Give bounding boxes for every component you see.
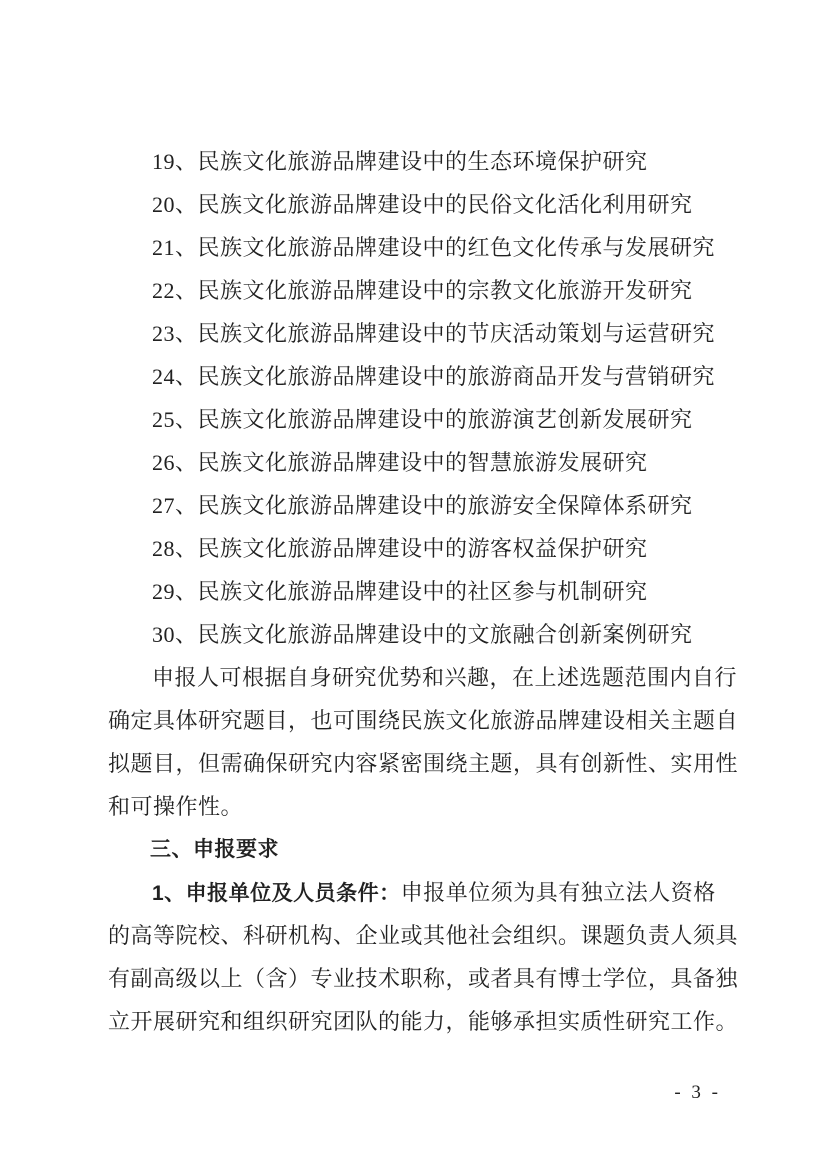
note-paragraph-line-1: 申报人可根据自身研究优势和兴趣，在上述选题范围内自行 — [152, 665, 738, 690]
topic-list-item-27: 27、民族文化旅游品牌建设中的旅游安全保障体系研究 — [152, 493, 693, 518]
topic-list-item-26: 26、民族文化旅游品牌建设中的智慧旅游发展研究 — [152, 450, 648, 475]
topic-list-item-28: 28、民族文化旅游品牌建设中的游客权益保护研究 — [152, 536, 648, 561]
topic-list-item-24: 24、民族文化旅游品牌建设中的旅游商品开发与营销研究 — [152, 364, 716, 389]
topic-list-item-21: 21、民族文化旅游品牌建设中的红色文化传承与发展研究 — [152, 235, 716, 260]
topic-list-item-29: 29、民族文化旅游品牌建设中的社区参与机制研究 — [152, 579, 648, 604]
page-number: - 3 - — [674, 1082, 721, 1103]
topic-list-item-19: 19、民族文化旅游品牌建设中的生态环境保护研究 — [152, 149, 648, 174]
topic-list-item-30: 30、民族文化旅游品牌建设中的文旅融合创新案例研究 — [152, 622, 693, 647]
topic-list-item-25: 25、民族文化旅游品牌建设中的旅游演艺创新发展研究 — [152, 407, 693, 432]
note-paragraph-line-3: 拟题目，但需确保研究内容紧密围绕主题，具有创新性、实用性 — [108, 751, 739, 776]
requirement-1-lead: 1、申报单位及人员条件： — [152, 882, 401, 905]
topic-list-item-22: 22、民族文化旅游品牌建设中的宗教文化旅游开发研究 — [152, 278, 693, 303]
requirement-1-line-3: 有副高级以上（含）专业技术职称，或者具有博士学位，具备独 — [108, 966, 739, 991]
section-heading: 三、申报要求 — [150, 838, 279, 861]
requirement-1-line-1-rest: 申报单位须为具有独立法人资格 — [400, 880, 716, 905]
requirement-1-line-4: 立开展研究和组织研究团队的能力，能够承担实质性研究工作。 — [108, 1009, 739, 1034]
document-body — [108, 140, 739, 1043]
topic-list-item-23: 23、民族文化旅游品牌建设中的节庆活动策划与运营研究 — [152, 321, 716, 346]
topic-list-item-20: 20、民族文化旅游品牌建设中的民俗文化活化利用研究 — [152, 192, 693, 217]
requirement-1-line-2: 的高等院校、科研机构、企业或其他社会组织。课题负责人须具 — [108, 923, 739, 948]
requirement-1-line-1 — [108, 871, 732, 914]
note-paragraph-line-4: 和可操作性。 — [108, 794, 244, 819]
note-paragraph-line-2: 确定具体研究题目，也可围绕民族文化旅游品牌建设相关主题自 — [108, 708, 739, 733]
